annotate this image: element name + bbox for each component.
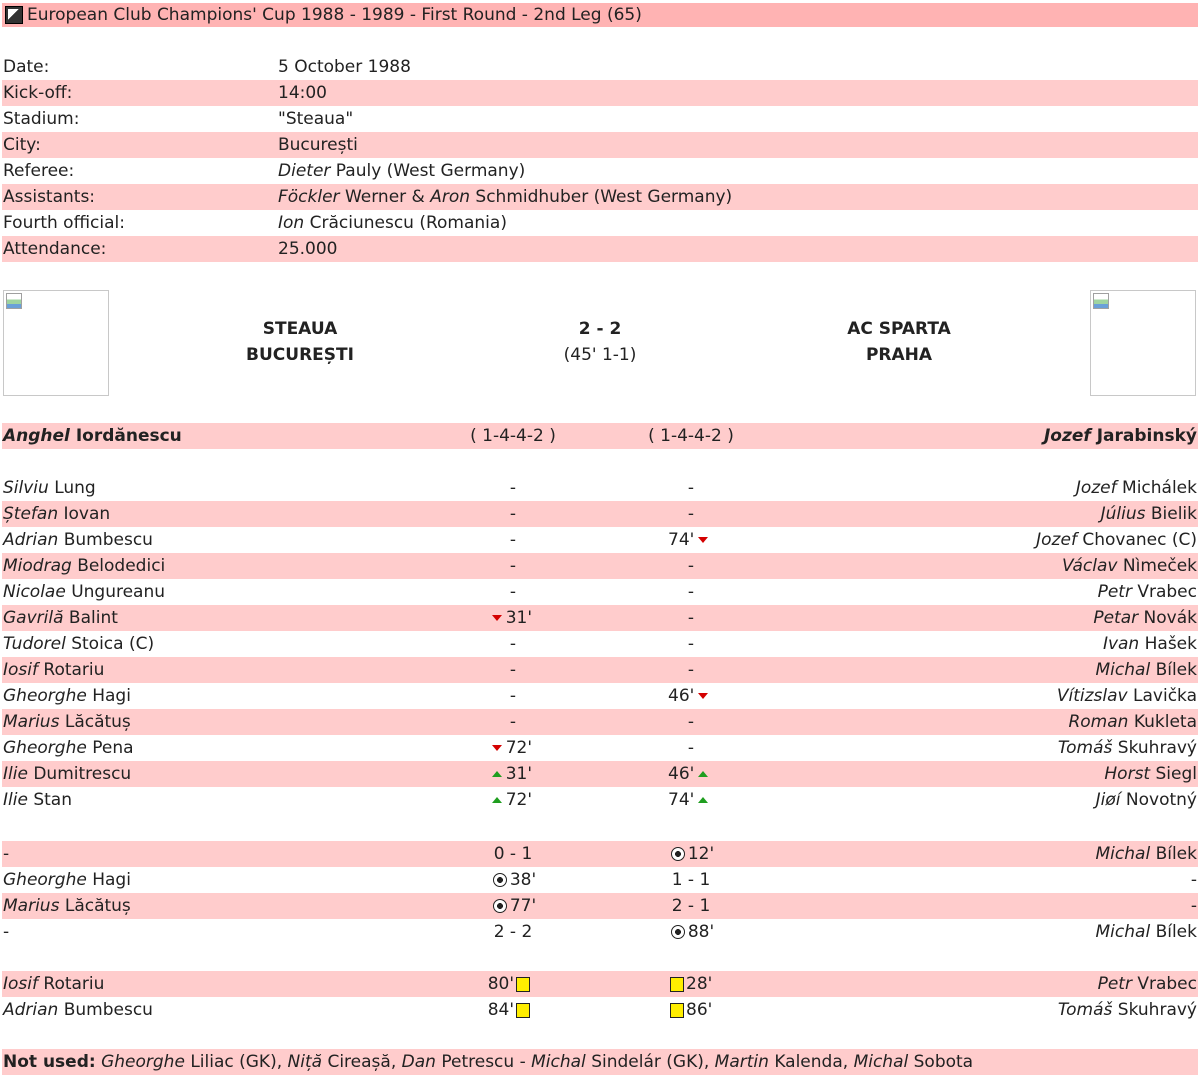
first-name: Roman xyxy=(1068,712,1129,732)
away-sub-info xyxy=(616,709,766,735)
last-name: Dumitrescu xyxy=(33,764,132,784)
home-coach[interactable]: Anghel Iordănescu xyxy=(3,426,182,446)
home-sub-info xyxy=(438,631,588,657)
yellow-card-icon xyxy=(670,977,684,992)
first-name: Marius xyxy=(3,712,60,732)
goal-row xyxy=(2,841,1198,867)
home-sub-minute: - xyxy=(509,478,517,498)
sub-off-arrow-icon xyxy=(492,615,502,621)
lineup-row xyxy=(2,761,1198,787)
away-player[interactable] xyxy=(1062,553,1197,579)
sub-on-arrow-icon xyxy=(698,797,708,803)
home-player[interactable] xyxy=(3,761,131,787)
away-sub-minute: 46' xyxy=(668,764,695,784)
home-sub-minute: 72' xyxy=(505,738,532,758)
last-name: Bílek xyxy=(1155,922,1197,942)
away-player[interactable] xyxy=(1068,709,1197,735)
last-name: Pena xyxy=(92,738,134,758)
lineup-row xyxy=(2,631,1198,657)
home-sub-info xyxy=(438,657,588,683)
away-scorer[interactable] xyxy=(1096,919,1197,945)
last-name: Novotný xyxy=(1125,790,1197,810)
home-scorer[interactable] xyxy=(3,867,131,893)
home-sub-info xyxy=(382,787,532,813)
tag-icon xyxy=(5,6,23,24)
home-player[interactable] xyxy=(3,579,165,605)
lineup-row xyxy=(2,709,1198,735)
first-name: Adrian xyxy=(3,530,59,550)
home-goal-info xyxy=(438,841,588,867)
home-card-info xyxy=(382,971,532,997)
away-sub-minute: - xyxy=(687,712,695,732)
away-coach[interactable]: Jozef Jarabinský xyxy=(1043,426,1197,446)
goal-ball-icon xyxy=(493,873,507,887)
running-score: 0 - 1 xyxy=(493,844,533,864)
last-name: Rotariu xyxy=(43,974,105,994)
first-name: Tomáš xyxy=(1057,738,1113,758)
away-sub-info xyxy=(616,605,766,631)
first-name: Gavrilă xyxy=(3,608,64,628)
broken-image-icon xyxy=(6,293,22,309)
yellow-card-icon xyxy=(670,1003,684,1018)
home-sub-info xyxy=(438,709,588,735)
yellow-card-icon xyxy=(516,1003,530,1018)
away-card-info xyxy=(668,971,828,997)
away-player[interactable] xyxy=(1093,605,1197,631)
first-name: Adrian xyxy=(3,1000,59,1020)
away-sub-info xyxy=(616,631,766,657)
away-player[interactable] xyxy=(1096,657,1197,683)
home-player[interactable] xyxy=(3,631,154,657)
first-name: Petr xyxy=(1097,582,1132,602)
last-name: Bílek xyxy=(1155,660,1197,680)
away-sub-minute: 74' xyxy=(668,530,695,550)
home-sub-minute: - xyxy=(509,634,517,654)
home-player[interactable] xyxy=(3,501,110,527)
away-sub-minute: - xyxy=(687,582,695,602)
first-name: Petr xyxy=(1097,974,1132,994)
card-row xyxy=(2,997,1198,1023)
home-player[interactable] xyxy=(3,683,131,709)
first-name: Václav xyxy=(1061,556,1118,576)
lineup-row xyxy=(2,787,1198,813)
sub-off-arrow-icon xyxy=(698,537,708,543)
away-player[interactable] xyxy=(1096,787,1197,813)
away-sub-info xyxy=(616,579,766,605)
away-sub-info xyxy=(616,553,766,579)
first-name: Gheorghe xyxy=(3,870,87,890)
first-name: Iosif xyxy=(3,974,38,994)
home-sub-info xyxy=(438,683,588,709)
last-name: Nìmeček xyxy=(1122,556,1197,576)
away-sub-minute: - xyxy=(687,660,695,680)
last-name: Iovan xyxy=(63,504,111,524)
home-goal-info xyxy=(438,919,588,945)
away-booked-player[interactable] xyxy=(1098,971,1197,997)
lineup-row xyxy=(2,605,1198,631)
goal-row xyxy=(2,893,1198,919)
last-name: Bílek xyxy=(1155,844,1197,864)
last-name: Lăcătuș xyxy=(64,712,131,732)
first-name: Iosif xyxy=(3,660,38,680)
away-sub-minute: - xyxy=(687,478,695,498)
running-score: 2 - 2 xyxy=(493,922,533,942)
goal-minute: 88' xyxy=(687,922,715,942)
home-sub-info xyxy=(438,579,588,605)
last-name: Hagi xyxy=(92,870,131,890)
home-sub-minute: - xyxy=(509,504,517,524)
lineup-row xyxy=(2,657,1198,683)
away-sub-info xyxy=(668,787,828,813)
not-used-label: Not used: xyxy=(3,1052,96,1072)
home-player[interactable] xyxy=(3,475,96,501)
assistant2-first: Aron xyxy=(430,187,470,207)
info-row-fourth-official: Fourth official: Ion Crăciunescu (Romania) xyxy=(3,213,507,233)
away-scorer[interactable] xyxy=(1096,841,1197,867)
final-score: 2 - 2 xyxy=(578,319,622,339)
home-sub-minute: 72' xyxy=(505,790,532,810)
last-name: Bumbescu xyxy=(63,1000,153,1020)
home-sub-minute: - xyxy=(509,556,517,576)
halftime-score: (45' 1-1) xyxy=(563,345,637,365)
home-booked-player[interactable] xyxy=(3,997,153,1023)
last-name: Novák xyxy=(1143,608,1197,628)
away-team-name[interactable]: AC SPARTA PRAHA xyxy=(847,319,951,365)
home-sub-info xyxy=(382,735,532,761)
away-player[interactable] xyxy=(1036,527,1197,553)
first-name: Július xyxy=(1100,504,1146,524)
broken-image-icon xyxy=(1093,293,1109,309)
home-player[interactable] xyxy=(3,709,131,735)
sub-off-arrow-icon xyxy=(698,693,708,699)
last-name: Lăcătuș xyxy=(64,896,131,916)
coaches-row xyxy=(2,423,1198,449)
away-player[interactable] xyxy=(1098,579,1197,605)
home-formation: ( 1-4-4-2 ) xyxy=(470,426,556,446)
away-player[interactable] xyxy=(1058,735,1197,761)
first-name: Silviu xyxy=(3,478,49,498)
away-goal-info xyxy=(616,867,766,893)
last-name: - xyxy=(3,922,10,942)
away-scorer[interactable] xyxy=(1191,893,1197,919)
home-team-name[interactable]: STEAUA BUCUREȘTI xyxy=(246,319,354,365)
first-name: Jiøí xyxy=(1095,790,1121,810)
away-scorer[interactable] xyxy=(1191,867,1197,893)
last-name: Siegl xyxy=(1155,764,1197,784)
referee-last: Pauly (West Germany) xyxy=(335,161,526,181)
first-name: Jozef xyxy=(1075,478,1117,498)
assistant1-last: Werner & xyxy=(344,187,431,207)
last-name: Belodedici xyxy=(77,556,166,576)
first-name: Michal xyxy=(1095,660,1151,680)
card-minute: 86' xyxy=(686,1000,713,1020)
last-name: - xyxy=(1190,896,1197,916)
card-minute: 84' xyxy=(487,1000,514,1020)
lineup-row xyxy=(2,579,1198,605)
first-name: Petar xyxy=(1093,608,1139,628)
first-name: Gheorghe xyxy=(3,686,87,706)
home-sub-minute: 31' xyxy=(505,764,532,784)
home-sub-minute: - xyxy=(509,582,517,602)
goal-row xyxy=(2,919,1198,945)
sub-on-arrow-icon xyxy=(698,771,708,777)
first-name: Miodrag xyxy=(3,556,72,576)
away-sub-info xyxy=(616,735,766,761)
last-name: Bielik xyxy=(1150,504,1197,524)
home-goal-info xyxy=(438,867,588,893)
away-crest-image xyxy=(1090,290,1196,396)
running-score: 1 - 1 xyxy=(671,870,711,890)
goal-minute: 77' xyxy=(509,896,537,916)
info-row-stadium: Stadium: "Steaua" xyxy=(3,109,354,129)
away-player[interactable] xyxy=(1104,761,1197,787)
home-sub-info xyxy=(438,475,588,501)
lineup-row xyxy=(2,475,1198,501)
home-player[interactable] xyxy=(3,787,72,813)
first-name: Marius xyxy=(3,896,60,916)
last-name: Skuhravý xyxy=(1117,1000,1197,1020)
away-sub-info xyxy=(668,761,828,787)
running-score: 2 - 1 xyxy=(671,896,711,916)
away-player[interactable] xyxy=(1101,501,1197,527)
away-sub-minute: - xyxy=(687,608,695,628)
last-name: Kukleta xyxy=(1133,712,1197,732)
goal-row xyxy=(2,867,1198,893)
last-name: Michálek xyxy=(1122,478,1197,498)
home-sub-minute: 31' xyxy=(505,608,532,628)
home-player[interactable] xyxy=(3,553,165,579)
away-formation: ( 1-4-4-2 ) xyxy=(648,426,734,446)
lineup-row xyxy=(2,527,1198,553)
sub-on-arrow-icon xyxy=(492,797,502,803)
card-minute: 28' xyxy=(686,974,713,994)
first-name: Tudorel xyxy=(3,634,66,654)
first-name: Tomáš xyxy=(1057,1000,1113,1020)
card-minute: 80' xyxy=(487,974,514,994)
sub-off-arrow-icon xyxy=(492,745,502,751)
away-sub-minute: - xyxy=(687,634,695,654)
first-name: Michal xyxy=(1095,922,1151,942)
match-score xyxy=(500,316,700,368)
first-name: Ilie xyxy=(3,790,28,810)
home-sub-info xyxy=(382,761,532,787)
first-name: Jozef xyxy=(1036,530,1077,550)
last-name: Vrabec xyxy=(1137,582,1197,602)
away-sub-info xyxy=(616,475,766,501)
away-player[interactable] xyxy=(1103,631,1197,657)
away-sub-minute: - xyxy=(687,738,695,758)
home-sub-minute: - xyxy=(509,660,517,680)
home-card-info xyxy=(382,997,532,1023)
first-name: Ilie xyxy=(3,764,28,784)
away-player[interactable] xyxy=(1076,475,1197,501)
away-sub-minute: 46' xyxy=(668,686,695,706)
last-name: Stoica (C) xyxy=(71,634,155,654)
away-goal-info xyxy=(616,919,766,945)
assistant2-last: Schmidhuber (West Germany) xyxy=(475,187,733,207)
last-name: Balint xyxy=(68,608,118,628)
info-row-referee: Referee: Dieter Pauly (West Germany) xyxy=(3,161,526,181)
home-sub-info xyxy=(438,501,588,527)
away-sub-minute: - xyxy=(687,556,695,576)
assistant1-first: Föckler xyxy=(278,187,340,207)
away-player[interactable] xyxy=(1057,683,1197,709)
away-card-info xyxy=(668,997,828,1023)
first-name: Horst xyxy=(1104,764,1151,784)
first-name: Vítizslav xyxy=(1056,686,1128,706)
fourth-official-last: Crăciunescu (Romania) xyxy=(309,213,507,233)
first-name: Ivan xyxy=(1102,634,1140,654)
referee-first: Dieter xyxy=(278,161,331,181)
info-row-attendance: Attendance: 25.000 xyxy=(2,236,1198,262)
home-scorer[interactable] xyxy=(3,893,131,919)
info-row-city: City: București xyxy=(2,132,1198,158)
home-scorer[interactable] xyxy=(3,919,9,945)
home-scorer[interactable] xyxy=(3,841,9,867)
first-name: Michal xyxy=(1095,844,1151,864)
goal-ball-icon xyxy=(671,925,685,939)
away-sub-minute: - xyxy=(687,504,695,524)
goal-ball-icon xyxy=(493,899,507,913)
match-title: European Club Champions' Cup 1988 - 1989 - First Round - 2nd Leg (65) xyxy=(27,5,642,25)
last-name: Skuhravý xyxy=(1117,738,1197,758)
first-name: Nicolae xyxy=(3,582,66,602)
last-name: Hagi xyxy=(92,686,131,706)
home-player[interactable] xyxy=(3,735,134,761)
home-sub-info xyxy=(438,527,588,553)
lineup-row xyxy=(2,553,1198,579)
info-row-date: Date: 5 October 1988 xyxy=(3,57,411,77)
away-sub-info xyxy=(616,501,766,527)
away-goal-info xyxy=(616,841,766,867)
last-name: Lung xyxy=(54,478,96,498)
lineup-row xyxy=(2,683,1198,709)
home-sub-minute: - xyxy=(509,686,517,706)
home-sub-minute: - xyxy=(509,530,517,550)
away-sub-info xyxy=(668,527,828,553)
away-goal-info xyxy=(616,893,766,919)
yellow-card-icon xyxy=(516,977,530,992)
away-sub-info xyxy=(616,657,766,683)
home-goal-info xyxy=(438,893,588,919)
sub-on-arrow-icon xyxy=(492,771,502,777)
fourth-official-first: Ion xyxy=(278,213,305,233)
last-name: Hašek xyxy=(1144,634,1197,654)
home-sub-info xyxy=(382,605,532,631)
home-booked-player[interactable] xyxy=(3,971,104,997)
last-name: Stan xyxy=(33,790,72,810)
home-player[interactable] xyxy=(3,657,104,683)
last-name: Chovanec (C) xyxy=(1082,530,1197,550)
away-sub-info xyxy=(668,683,828,709)
match-title-bar xyxy=(2,3,1198,27)
last-name: Ungureanu xyxy=(71,582,166,602)
home-crest-image xyxy=(3,290,109,396)
last-name: - xyxy=(1190,870,1197,890)
goal-ball-icon xyxy=(671,847,685,861)
lineup-row xyxy=(2,501,1198,527)
home-sub-info xyxy=(438,553,588,579)
first-name: Ștefan xyxy=(3,504,59,524)
last-name: Bumbescu xyxy=(63,530,153,550)
last-name: - xyxy=(3,844,10,864)
away-booked-player[interactable] xyxy=(1058,997,1197,1023)
info-row-assistants: Assistants: Föckler Werner & Aron Schmidhuber (West Germany) xyxy=(2,184,1198,210)
last-name: Lavička xyxy=(1133,686,1197,706)
goal-minute: 12' xyxy=(687,844,715,864)
home-player[interactable] xyxy=(3,605,118,631)
first-name: Gheorghe xyxy=(3,738,87,758)
not-used-row: Not used: Gheorghe Liliac (GK), Niță Cireașă, Dan Petrescu - Michal Sindelár (GK), Martin Kalenda, Michal Sobota xyxy=(2,1049,1198,1075)
lineup-row xyxy=(2,735,1198,761)
info-row-kickoff: Kick-off: 14:00 xyxy=(2,80,1198,106)
card-row xyxy=(2,971,1198,997)
home-sub-minute: - xyxy=(509,712,517,732)
away-sub-minute: 74' xyxy=(668,790,695,810)
home-player[interactable] xyxy=(3,527,153,553)
goal-minute: 38' xyxy=(509,870,537,890)
last-name: Rotariu xyxy=(43,660,105,680)
last-name: Vrabec xyxy=(1137,974,1197,994)
